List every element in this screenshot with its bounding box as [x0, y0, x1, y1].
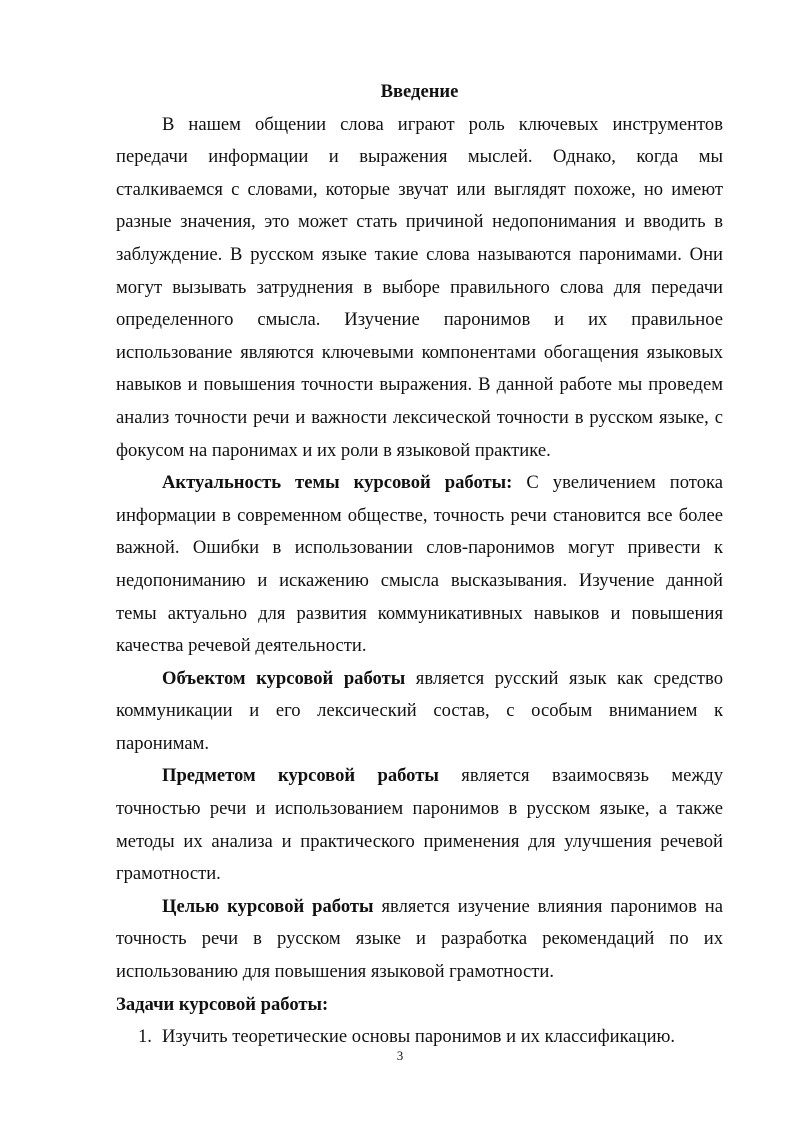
section-title: Введение [380, 81, 459, 102]
relevance-paragraph [116, 467, 723, 663]
object-label: Объектом курсовой работы [162, 667, 406, 689]
subject-label: Предметом курсовой работы [162, 765, 439, 787]
tasks-heading: Задачи курсовой работы: [116, 993, 329, 1015]
relevance-text: С увеличением потока информации в современном обществе, точность речи становится все более важной. Ошибки в использовании слов-паронимов могут привести к недопониманию и искажению смысла высказывания. Изучение данной темы актуально для развития коммуникативных навыков и повышения качества речевой деятельности. [116, 472, 723, 657]
page-content [116, 76, 723, 1054]
task-text: Изучить теоретические основы паронимов и их классификацию. [162, 1026, 676, 1048]
goal-paragraph [116, 891, 723, 989]
relevance-label: Актуальность темы курсовой работы: [162, 472, 513, 494]
subject-text: является взаимосвязь между точностью речи и использованием паронимов в русском языке, а также методы их анализа и практического применения для улучшения речевой грамотности. [116, 765, 723, 885]
intro-paragraph: В нашем общении слова играют роль ключевых инструментов передачи информации и выражения мыслей. Однако, когда мы сталкиваемся с словами, которые звучат или выглядят похоже, но имеют разные значения, это может стать причиной недопонимания и вводить в заблуждение. В русском языке такие слова называются паронимами. Они могут вызывать затруднения в выборе правильного слова для передачи определенного смысла. Изучение паронимов и их правильное использование являются ключевыми компонентами обогащения языковых навыков и повышения точности выражения. В данной работе мы проведем анализ точности речи и важности лексической точности в русском языке, с фокусом на паронимах и их роли в языковой практике. [116, 113, 723, 461]
subject-paragraph [116, 760, 723, 890]
goal-label: Целью курсовой работы [162, 895, 374, 917]
task-number: 1. [138, 1026, 152, 1048]
object-text: является русский язык как средство коммуникации и его лексический состав, с особым вниманием к паронимам. [116, 667, 723, 754]
page-number: 3 [396, 1048, 404, 1063]
object-paragraph [116, 663, 723, 761]
goal-text: является изучение влияния паронимов на точность речи в русском языке и разработка рекомендаций по их использованию для повышения языковой грамотности. [116, 895, 723, 983]
